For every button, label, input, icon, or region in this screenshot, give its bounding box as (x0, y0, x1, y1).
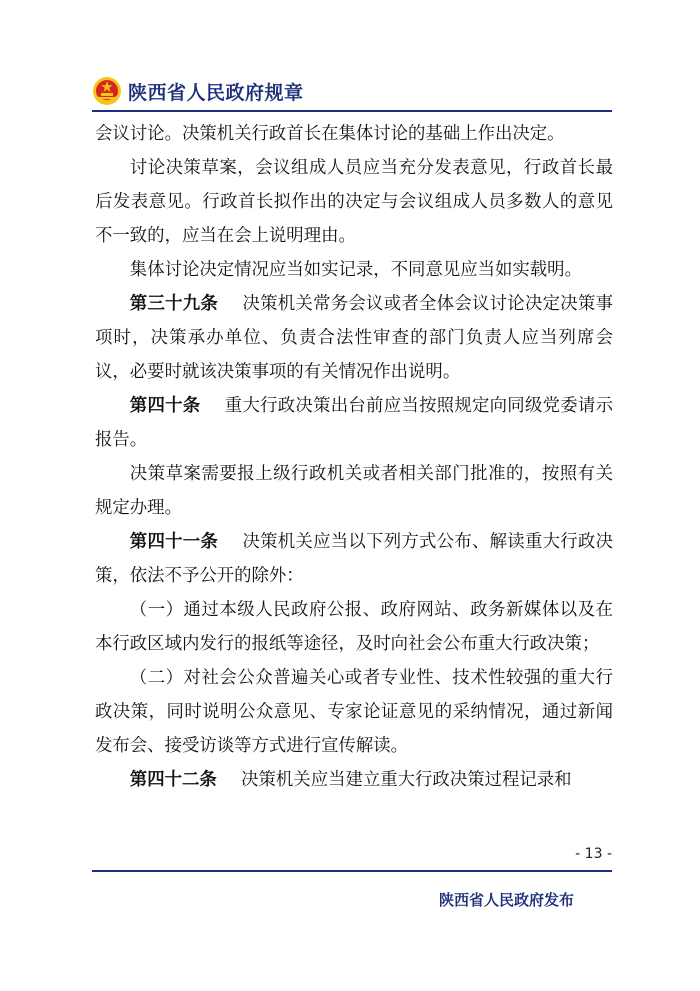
paragraph-3: 集体讨论决定情况应当如实记录，不同意见应当如实载明。 (129, 260, 582, 280)
article-number: 第四十条 (129, 396, 201, 416)
article-number: 第四十二条 (129, 770, 217, 790)
document-body (95, 117, 613, 797)
article-42: 第四十二条 决策机关应当建立重大行政决策过程记录和 (129, 770, 572, 790)
page-header (92, 76, 304, 106)
footer-divider (92, 870, 612, 872)
paragraph-2: 讨论决策草案，会议组成人员应当充分发表意见，行政首长最后发表意见。行政首长拟作出的决定与会议组成人员多数人的意见不一致的，应当在会上说明理由。 (95, 158, 613, 246)
page-number: - 13 - (575, 846, 612, 862)
paragraph-6: 决策草案需要报上级行政机关或者相关部门批准的，按照有关规定办理。 (95, 464, 613, 518)
footer-publisher: 陕西省人民政府发布 (438, 891, 574, 909)
article-number: 第三十九条 (129, 294, 219, 314)
list-item-2: （二）对社会公众普遍关心或者专业性、技术性较强的重大行政决策，同时说明公众意见、专家论证意见的采纳情况，通过新闻发布会、接受访谈等方式进行宣传解读。 (95, 668, 613, 756)
national-emblem-icon (92, 76, 122, 106)
list-item-1: （一）通过本级人民政府公报、政府网站、政务新媒体以及在本行政区域内发行的报纸等途径，及时向社会公布重大行政决策； (95, 600, 613, 654)
article-41: 第四十一条 决策机关应当以下列方式公布、解读重大行政决策，依法不予公开的除外： (95, 532, 613, 586)
article-number: 第四十一条 (129, 532, 219, 552)
article-39: 第三十九条 决策机关常务会议或者全体会议讨论决定决策事项时，决策承办单位、负责合法性审查的部门负责人应当列席会议，必要时就该决策事项的有关情况作出说明。 (95, 294, 613, 382)
header-divider (92, 110, 612, 112)
paragraph-1: 会议讨论。决策机关行政首长在集体讨论的基础上作出决定。 (95, 124, 565, 144)
header-title: 陕西省人民政府规章 (128, 81, 304, 104)
article-40: 第四十条 重大行政决策出台前应当按照规定向同级党委请示报告。 (95, 396, 613, 450)
